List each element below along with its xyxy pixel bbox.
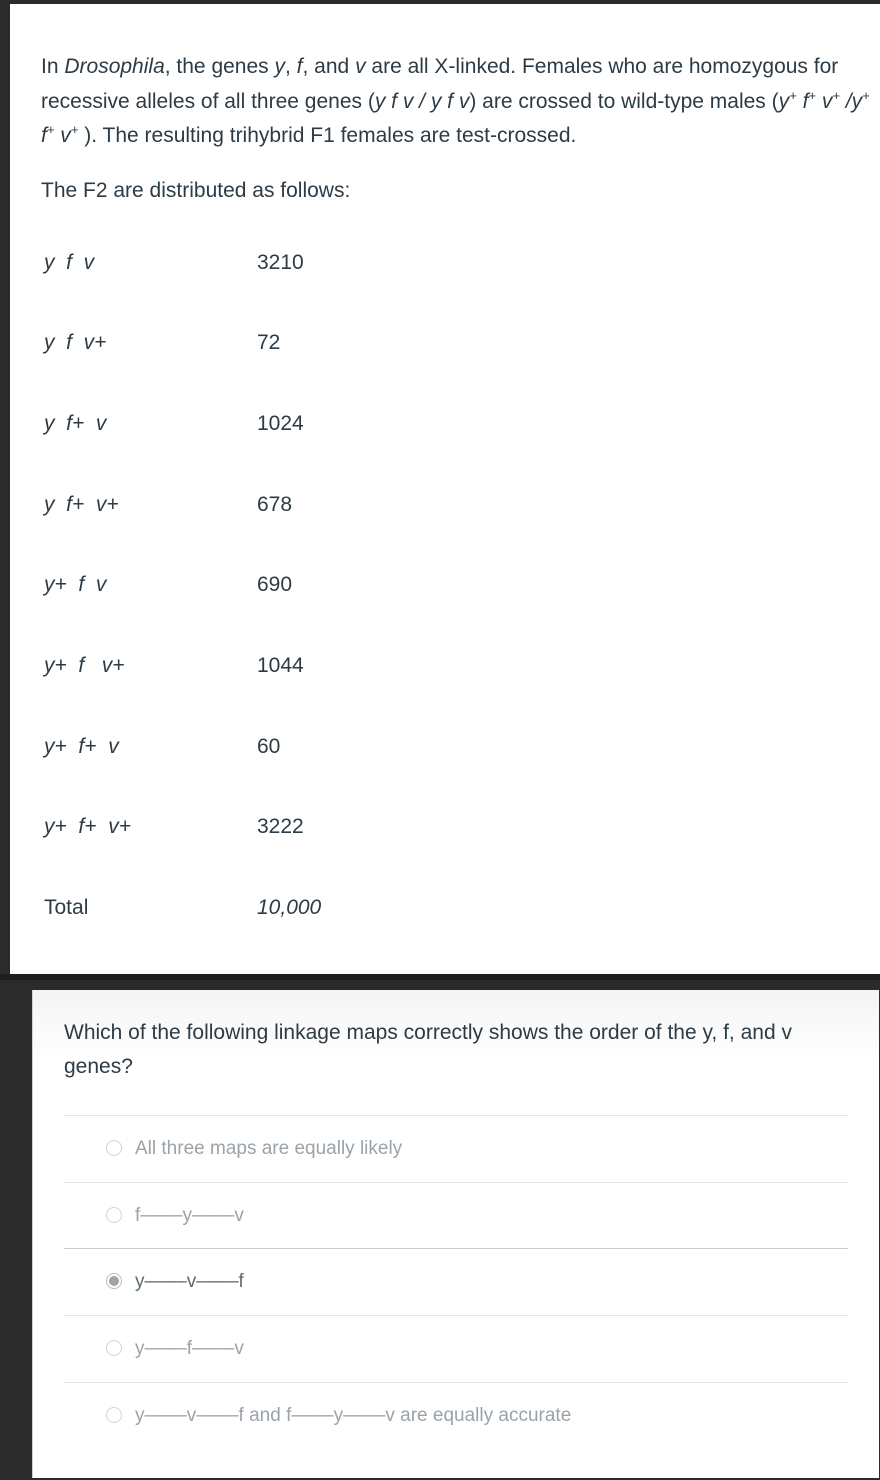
gene-y: y <box>274 55 285 78</box>
gene-f: f <box>296 55 303 78</box>
text-segment: , <box>285 55 297 78</box>
problem-paragraph <box>41 50 871 154</box>
distribution-intro: The F2 are distributed as follows: <box>41 179 351 202</box>
question-text: Which of the following linkage maps correctly shows the order of the y, f, and v genes? <box>64 1021 792 1078</box>
text-segment: ). The resulting trihybrid F1 females are test-crossed. <box>84 124 577 147</box>
problem-statement <box>41 50 871 154</box>
plus-sup: + <box>862 87 870 103</box>
answer-option-5[interactable] <box>64 1382 848 1449</box>
answer-option-4[interactable] <box>64 1315 848 1382</box>
answer-option-3[interactable] <box>64 1248 848 1315</box>
genotype: y f+ v+ <box>44 493 119 516</box>
wt-allele: f <box>41 124 47 147</box>
option-label[interactable]: y––––v––––f <box>135 1271 244 1292</box>
text-segment: , the genes <box>164 55 275 78</box>
wt-allele: v <box>60 124 71 147</box>
gene-v: v <box>355 55 366 78</box>
genotype: y f+ v <box>44 412 107 435</box>
question-stem-panel <box>10 4 880 974</box>
text-segment: , and <box>302 55 356 78</box>
genotype: y+ f v+ <box>44 654 125 677</box>
count: 3222 <box>257 815 304 838</box>
count: 690 <box>257 573 293 596</box>
genotype: y f v+ <box>44 331 107 354</box>
recessive-genotype: y f v / y f v <box>374 89 470 113</box>
species-name: Drosophila <box>64 55 165 78</box>
wt-allele: f <box>802 89 809 113</box>
text-segment: are all X-linked. Females who are homozygous for recessive alleles of all three genes ( <box>41 55 839 113</box>
count: 3210 <box>257 251 304 274</box>
wt-allele: v <box>821 89 833 113</box>
slash: / <box>845 89 852 113</box>
plus-sup: + <box>46 122 55 137</box>
option-label[interactable]: All three maps are equally likely <box>135 1138 403 1159</box>
panel-divider <box>0 974 880 980</box>
option-label[interactable]: y––––v––––f and f––––y––––v are equally accurate <box>135 1405 572 1426</box>
total-label: Total <box>44 896 89 919</box>
answer-option-2[interactable] <box>64 1182 848 1249</box>
radio-button-selected[interactable] <box>106 1273 122 1289</box>
radio-button[interactable] <box>106 1407 122 1423</box>
plus-sup: + <box>832 87 840 103</box>
radio-button[interactable] <box>106 1140 122 1156</box>
wt-allele: y <box>778 89 790 113</box>
count: 1024 <box>257 412 304 435</box>
total-count: 10,000 <box>257 896 322 919</box>
genotype: y+ f+ v+ <box>44 815 131 838</box>
plus-sup: + <box>70 122 79 137</box>
count: 678 <box>257 493 293 516</box>
radio-button[interactable] <box>106 1340 122 1356</box>
wt-allele: y <box>851 89 863 113</box>
option-label[interactable]: f––––y––––v <box>135 1205 244 1226</box>
radio-button[interactable] <box>106 1207 122 1223</box>
genotype: y+ f+ v <box>44 735 119 758</box>
option-label[interactable]: y––––f––––v <box>135 1338 244 1359</box>
count: 72 <box>257 331 281 354</box>
genotype: y+ f v <box>44 573 107 596</box>
text-segment: ) are crossed to wild-type males ( <box>469 89 779 113</box>
plus-sup: + <box>789 87 797 103</box>
genotype: y f v <box>44 251 95 274</box>
text-segment: In <box>41 55 65 78</box>
plus-sup: + <box>808 87 817 103</box>
question-panel <box>32 990 879 1478</box>
count: 1044 <box>257 654 304 677</box>
answer-option-1[interactable] <box>64 1115 848 1182</box>
count: 60 <box>257 735 281 758</box>
